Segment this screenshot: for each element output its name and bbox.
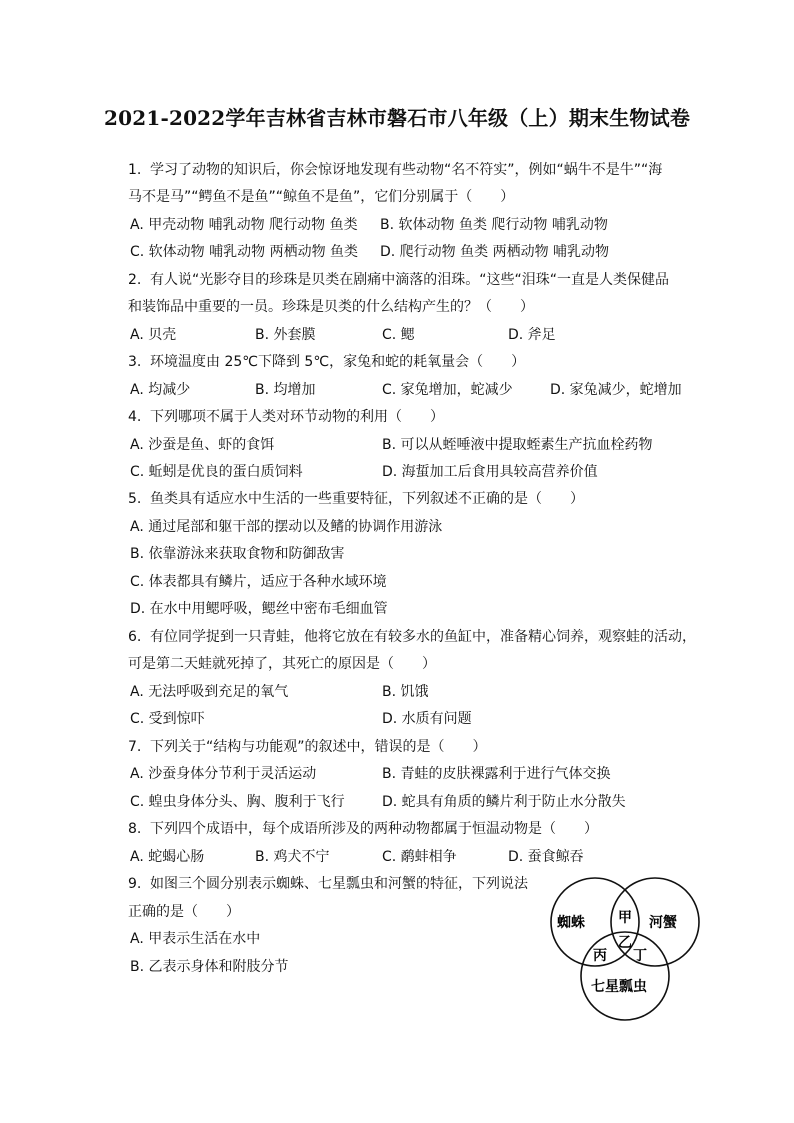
q5-option-d: D. 在水中用鳃呼吸，鳃丝中密布毛细血管 bbox=[130, 601, 388, 617]
q2-option-d: D. 斧足 bbox=[508, 327, 556, 343]
question-8-line-1: 8. 下列四个成语中，每个成语所涉及的两种动物都属于恒温动物是（ ） bbox=[128, 821, 598, 837]
question-9-line-2: 正确的是（ ） bbox=[128, 904, 240, 920]
q9-option-b: B. 乙表示身体和附肢分节 bbox=[130, 959, 289, 975]
question-number: 5. bbox=[128, 491, 142, 507]
q2-option-c: C. 鳃 bbox=[382, 327, 415, 343]
question-number: 6. bbox=[128, 629, 142, 645]
question-number: 7. bbox=[128, 739, 142, 755]
venn-label-spider: 蜘蛛 bbox=[557, 915, 585, 931]
question-5-line-1: 5. 鱼类具有适应水中生活的一些重要特征，下列叙述不正确的是（ ） bbox=[128, 491, 584, 507]
q4-option-c: C. 蚯蚓是优良的蛋白质饲料 bbox=[130, 464, 303, 480]
venn-region-bing: 丙 bbox=[593, 948, 607, 964]
q5-option-a: A. 通过尾部和躯干部的摆动以及鳍的协调作用游泳 bbox=[130, 519, 443, 535]
q7-option-d: D. 蛇具有角质的鳞片利于防止水分散失 bbox=[382, 794, 626, 810]
question-6-line-1: 6. 有位同学捉到一只青蛙，他将它放在有较多水的鱼缸中，准备精心饲养，观察蛙的活动， bbox=[128, 629, 696, 645]
venn-region-jia: 甲 bbox=[618, 910, 632, 926]
question-number: 8. bbox=[128, 821, 142, 837]
q3-option-a: A. 均减少 bbox=[130, 382, 191, 398]
q6-option-b: B. 饥饿 bbox=[382, 684, 429, 700]
q8-option-c: C. 鹬蚌相争 bbox=[382, 849, 457, 865]
q7-option-c: C. 蝗虫身体分头、胸、腹利于飞行 bbox=[130, 794, 345, 810]
venn-label-crab: 河蟹 bbox=[649, 915, 677, 931]
question-7-line-1: 7. 下列关于“结构与功能观”的叙述中，错误的是（ ） bbox=[128, 739, 487, 755]
question-number: 4. bbox=[128, 409, 142, 425]
q6-option-d: D. 水质有问题 bbox=[382, 711, 472, 727]
q5-option-c: C. 体表都具有鳞片，适应于各种水域环境 bbox=[130, 574, 387, 590]
q7-option-b: B. 青蛙的皮肤裸露利于进行气体交换 bbox=[382, 766, 611, 782]
q8-option-b: B. 鸡犬不宁 bbox=[255, 849, 330, 865]
question-1-line-2: 马不是马”“鳄鱼不是鱼”“鲸鱼不是鱼”，它们分别属于（ ） bbox=[128, 189, 515, 205]
q6-option-c: C. 受到惊吓 bbox=[130, 711, 205, 727]
q4-option-d: D. 海蜇加工后食用具较高营养价值 bbox=[382, 464, 598, 480]
venn-label-ladybug: 七星瓢虫 bbox=[591, 979, 647, 995]
question-2-line-1: 2. 有人说“光影夺目的珍珠是贝类在剧痛中滴落的泪珠。“这些“泪珠“一直是人类保健品 bbox=[128, 272, 670, 288]
q8-option-d: D. 蚕食鲸吞 bbox=[508, 849, 584, 865]
q3-option-c: C. 家兔增加，蛇减少 bbox=[382, 382, 513, 398]
venn-region-ding: 丁 bbox=[633, 948, 647, 964]
page-title: 2021-2022学年吉林省吉林市磐石市八年级（上）期末生物试卷 bbox=[103, 106, 691, 130]
question-number: 3. bbox=[128, 354, 142, 370]
venn-diagram bbox=[545, 875, 705, 1025]
q9-option-a: A. 甲表示生活在水中 bbox=[130, 931, 261, 947]
q6-option-a: A. 无法呼吸到充足的氧气 bbox=[130, 684, 289, 700]
q7-option-a: A. 沙蚕身体分节利于灵活运动 bbox=[130, 766, 317, 782]
question-2-line-2: 和装饰品中重要的一员。珍珠是贝类的什么结构产生的？（ ） bbox=[128, 299, 534, 315]
q2-option-b: B. 外套膜 bbox=[255, 327, 316, 343]
q1-option-c: C. 软体动物 哺乳动物 两栖动物 鱼类 bbox=[130, 244, 359, 260]
q1-option-b: B. 软体动物 鱼类 爬行动物 哺乳动物 bbox=[380, 217, 608, 233]
question-number: 1. bbox=[128, 162, 142, 178]
q8-option-a: A. 蛇蝎心肠 bbox=[130, 849, 205, 865]
q1-option-d: D. 爬行动物 鱼类 两栖动物 哺乳动物 bbox=[380, 244, 610, 260]
q1-option-a: A. 甲壳动物 哺乳动物 爬行动物 鱼类 bbox=[130, 217, 358, 233]
q4-option-a: A. 沙蚕是鱼、虾的食饵 bbox=[130, 437, 275, 453]
question-number: 9. bbox=[128, 876, 142, 892]
question-3-line-1: 3. 环境温度由 25℃下降到 5℃，家兔和蛇的耗氧量会（ ） bbox=[128, 354, 526, 370]
question-1-line-1: 1. 学习了动物的知识后，你会惊讶地发现有些动物“名不符实”，例如“蜗牛不是牛”“海 bbox=[128, 162, 663, 178]
question-6-line-2: 可是第二天蛙就死掉了，其死亡的原因是（ ） bbox=[128, 656, 436, 672]
question-4-line-1: 4. 下列哪项不属于人类对环节动物的利用（ ） bbox=[128, 409, 444, 425]
q5-option-b: B. 依靠游泳来获取食物和防御敌害 bbox=[130, 546, 345, 562]
venn-region-yi: 乙 bbox=[618, 935, 632, 951]
q3-option-b: B. 均增加 bbox=[255, 382, 316, 398]
question-number: 2. bbox=[128, 272, 142, 288]
question-9-line-1: 9. 如图三个圆分别表示蜘蛛、七星瓢虫和河蟹的特征，下列说法 bbox=[128, 876, 528, 892]
q3-option-d: D. 家兔减少，蛇增加 bbox=[550, 382, 682, 398]
q2-option-a: A. 贝壳 bbox=[130, 327, 177, 343]
q4-option-b: B. 可以从蛭唾液中提取蛭素生产抗血栓药物 bbox=[382, 437, 653, 453]
